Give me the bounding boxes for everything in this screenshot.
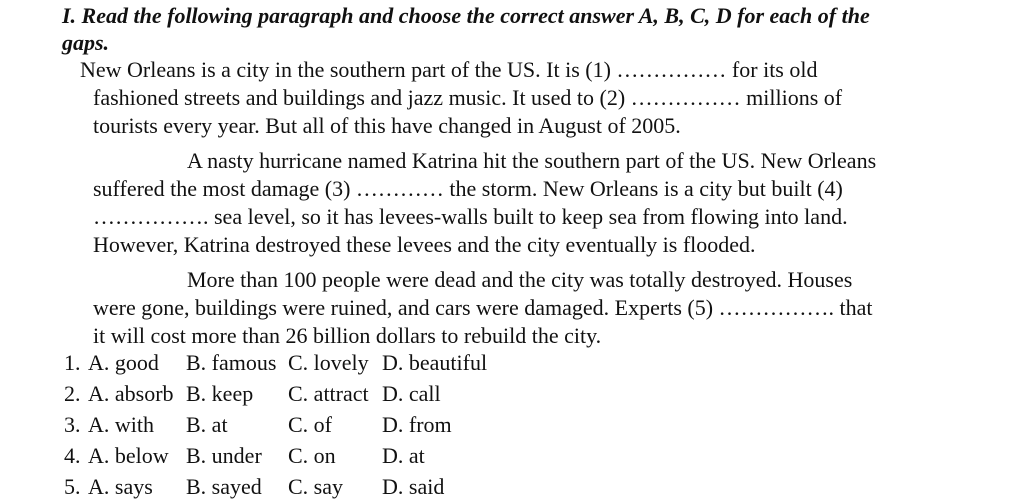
- option-b: B. at: [186, 412, 228, 437]
- heading-line-2: gaps.: [62, 30, 110, 55]
- question-number: 4.: [64, 443, 81, 468]
- option-c: C. lovely: [288, 350, 369, 375]
- option-c: C. of: [288, 412, 332, 437]
- option-c: C. attract: [288, 381, 369, 406]
- option-b: B. under: [186, 443, 262, 468]
- heading-line-1: I. Read the following paragraph and choose the correct answer A, B, C, D for each of the: [62, 3, 870, 28]
- option-a: A. good: [88, 350, 159, 375]
- option-d: D. beautiful: [382, 350, 488, 375]
- question-number: 5.: [64, 474, 81, 499]
- option-c: C. on: [288, 443, 336, 468]
- question-number: 3.: [64, 412, 81, 437]
- option-d: D. from: [382, 412, 452, 437]
- paragraph-line: suffered the most damage (3) ………… the storm. New Orleans is a city but built (4): [93, 176, 843, 201]
- paragraph-line: More than 100 people were dead and the city was totally destroyed. Houses: [187, 267, 853, 292]
- paragraph-line: it will cost more than 26 billion dollars to rebuild the city.: [93, 323, 602, 348]
- option-d: D. at: [382, 443, 425, 468]
- option-b: B. famous: [186, 350, 277, 375]
- paragraph-line: However, Katrina destroyed these levees and the city eventually is flooded.: [93, 232, 756, 257]
- option-b: B. keep: [186, 381, 254, 406]
- paragraph-line: fashioned streets and buildings and jazz music. It used to (2) …………… millions of: [93, 85, 843, 110]
- option-c: C. say: [288, 474, 343, 499]
- paragraph-line: A nasty hurricane named Katrina hit the southern part of the US. New Orleans: [187, 148, 877, 173]
- paragraph-line: New Orleans is a city in the southern part of the US. It is (1) …………… for its old: [80, 57, 818, 82]
- option-a: A. with: [88, 412, 154, 437]
- option-a: A. says: [88, 474, 153, 499]
- option-b: B. sayed: [186, 474, 262, 499]
- question-number: 1.: [64, 350, 81, 375]
- option-d: D. said: [382, 474, 445, 499]
- paragraph-line: tourists every year. But all of this have changed in August of 2005.: [93, 113, 681, 138]
- paragraph-line: ……………. sea level, so it has levees-walls built to keep sea from flowing into land.: [93, 204, 848, 229]
- exercise-heading: [62, 2, 992, 56]
- option-d: D. call: [382, 381, 441, 406]
- option-a: A. absorb: [88, 381, 174, 406]
- option-a: A. below: [88, 443, 169, 468]
- question-number: 2.: [64, 381, 81, 406]
- paragraph-line: were gone, buildings were ruined, and cars were damaged. Experts (5) ……………. that: [93, 295, 873, 320]
